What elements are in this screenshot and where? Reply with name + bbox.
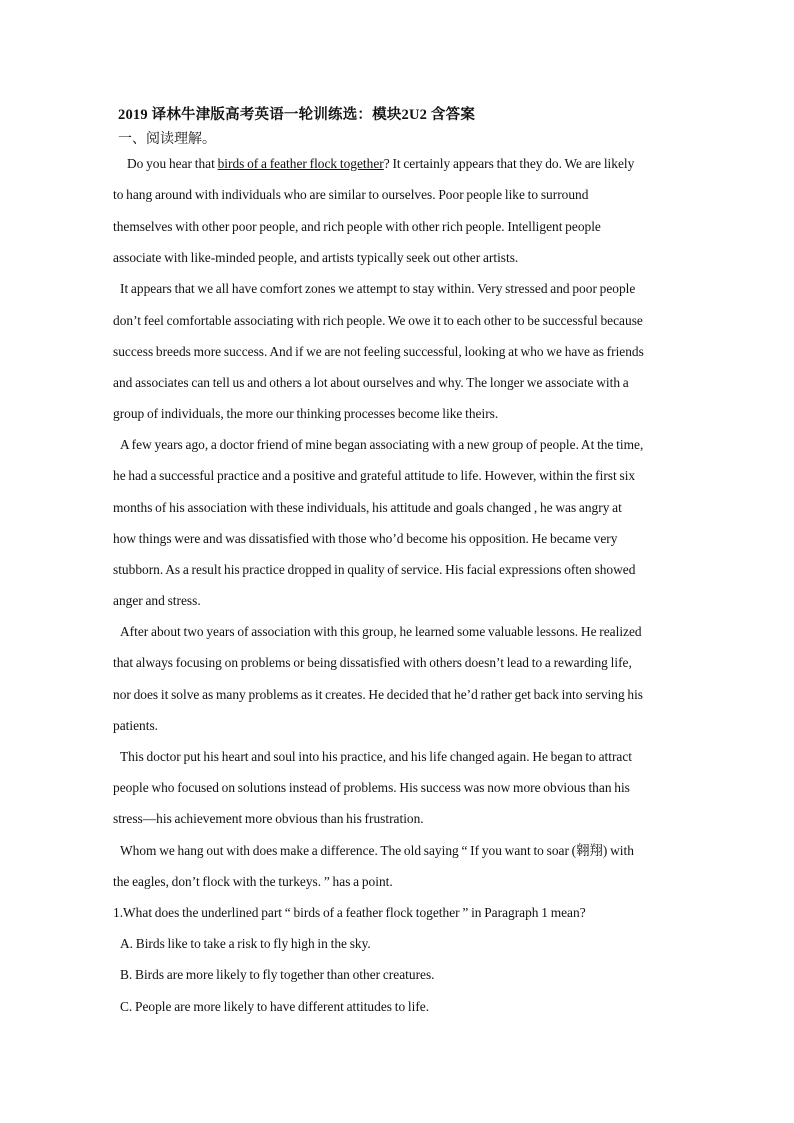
passage-line bbox=[113, 155, 634, 173]
passage-line: themselves with other poor people, and rich people with other rich people. Intelligent people bbox=[113, 219, 601, 234]
passage-line: patients. bbox=[113, 718, 158, 733]
section-heading: 一、阅读理解。 bbox=[118, 132, 216, 147]
option-c: C. People are more likely to have different attitudes to life. bbox=[120, 999, 430, 1014]
text-span: Do you hear that bbox=[127, 156, 218, 171]
passage-line: anger and stress. bbox=[113, 593, 201, 608]
passage-line: This doctor put his heart and soul into his practice, and his life changed again. He began to attract bbox=[120, 749, 633, 764]
passage-line: to hang around with individuals who are similar to ourselves. Poor people like to surround bbox=[113, 187, 589, 202]
passage-line: It appears that we all have comfort zones we attempt to stay within. Very stressed and poor people bbox=[120, 281, 636, 296]
passage-line: success breeds more success. And if we are not feeling successful, looking at who we have as friends bbox=[113, 344, 644, 359]
option-a: A. Birds like to take a risk to fly high in the sky. bbox=[120, 936, 371, 951]
passage-line: associate with like-minded people, and artists typically seek out other artists. bbox=[113, 250, 519, 265]
passage-line: months of his association with these individuals, his attitude and goals changed , he was angry at bbox=[113, 500, 622, 515]
passage-line: After about two years of association with this group, he learned some valuable lessons. He realized bbox=[120, 624, 642, 639]
underlined-phrase: birds of a feather flock together bbox=[217, 156, 384, 171]
passage-line: he had a successful practice and a positive and grateful attitude to life. However, within the first six bbox=[113, 468, 636, 483]
passage-line: that always focusing on problems or being dissatisfied with others doesn’t lead to a rewarding life, bbox=[113, 655, 632, 670]
document-title: 2019 译林牛津版高考英语一轮训练选：模块2U2 含答案 bbox=[118, 107, 476, 123]
text-span: ? It certainly appears that they do. We are likely bbox=[383, 156, 635, 171]
passage-line: A few years ago, a doctor friend of mine began associating with a new group of people. At the time, bbox=[120, 437, 644, 452]
option-b: B. Birds are more likely to fly together than other creatures. bbox=[120, 967, 435, 982]
passage-line: how things were and was dissatisfied with those who’d become his opposition. He became very bbox=[113, 531, 618, 546]
passage-line: stubborn. As a result his practice dropped in quality of service. His facial expressions often showed bbox=[113, 562, 636, 577]
passage-line: and associates can tell us and others a lot about ourselves and why. The longer we associate with a bbox=[113, 375, 629, 390]
passage-line: stress—his achievement more obvious than his frustration. bbox=[113, 811, 424, 826]
passage-line: people who focused on solutions instead of problems. His success was now more obvious than his bbox=[113, 780, 630, 795]
passage-line: don’t feel comfortable associating with rich people. We owe it to each other to be successful because bbox=[113, 313, 643, 328]
passage-line: group of individuals, the more our thinking processes become like theirs. bbox=[113, 406, 499, 421]
question-stem: 1.What does the underlined part “ birds of a feather flock together ” in Paragraph 1 mean? bbox=[113, 905, 586, 920]
passage-line: Whom we hang out with does make a difference. The old saying “ If you want to soar (翱翔) with bbox=[120, 843, 634, 858]
passage-line: nor does it solve as many problems as it creates. He decided that he’d rather get back into serving his bbox=[113, 687, 644, 702]
passage-line: the eagles, don’t flock with the turkeys. ” has a point. bbox=[113, 874, 393, 889]
